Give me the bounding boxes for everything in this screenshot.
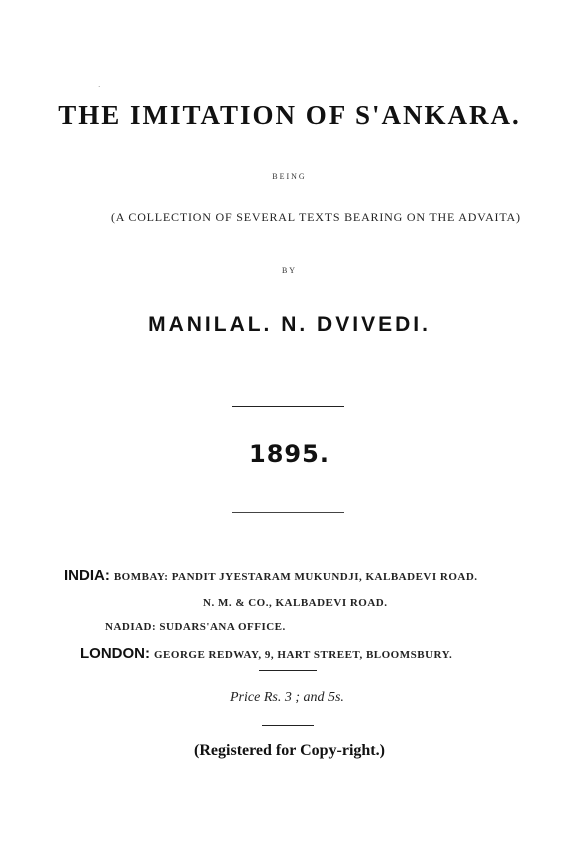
publisher-london-line	[80, 645, 452, 663]
publisher-bombay: BOMBAY: PANDIT JYESTARAM MUKUNDJI, KALBADEVI ROAD.	[113, 571, 478, 583]
price-text: Price Rs. 3 ; and 5s.	[230, 690, 344, 705]
being-label: BEING	[272, 172, 307, 181]
region-label-india: INDIA:	[64, 567, 110, 584]
region-label-london: LONDON:	[80, 645, 150, 662]
publication-year: 1895.	[249, 440, 330, 468]
book-title: THE IMITATION OF S'ANKARA.	[58, 100, 521, 130]
publisher-nm: N. M. & CO., KALBADEVI ROAD.	[203, 597, 388, 609]
divider-rule	[259, 670, 317, 671]
publisher-india-line	[64, 567, 478, 585]
by-label: BY	[281, 266, 298, 275]
author-name: MANILAL. N. DVIVEDI.	[148, 313, 431, 336]
publisher-london: GEORGE REDWAY, 9, HART STREET, BLOOMSBURY.	[154, 649, 453, 661]
book-subtitle: (A COLLECTION OF SEVERAL TEXTS BEARING ON THE ADVAITA)	[111, 210, 521, 224]
copyright-notice: (Registered for Copy-right.)	[194, 742, 385, 759]
divider-rule	[232, 512, 344, 513]
divider-rule	[232, 406, 344, 407]
stray-mark: ·	[98, 83, 101, 91]
publisher-nadiad: NADIAD: SUDARS'ANA OFFICE.	[105, 621, 286, 633]
divider-rule	[262, 725, 314, 726]
